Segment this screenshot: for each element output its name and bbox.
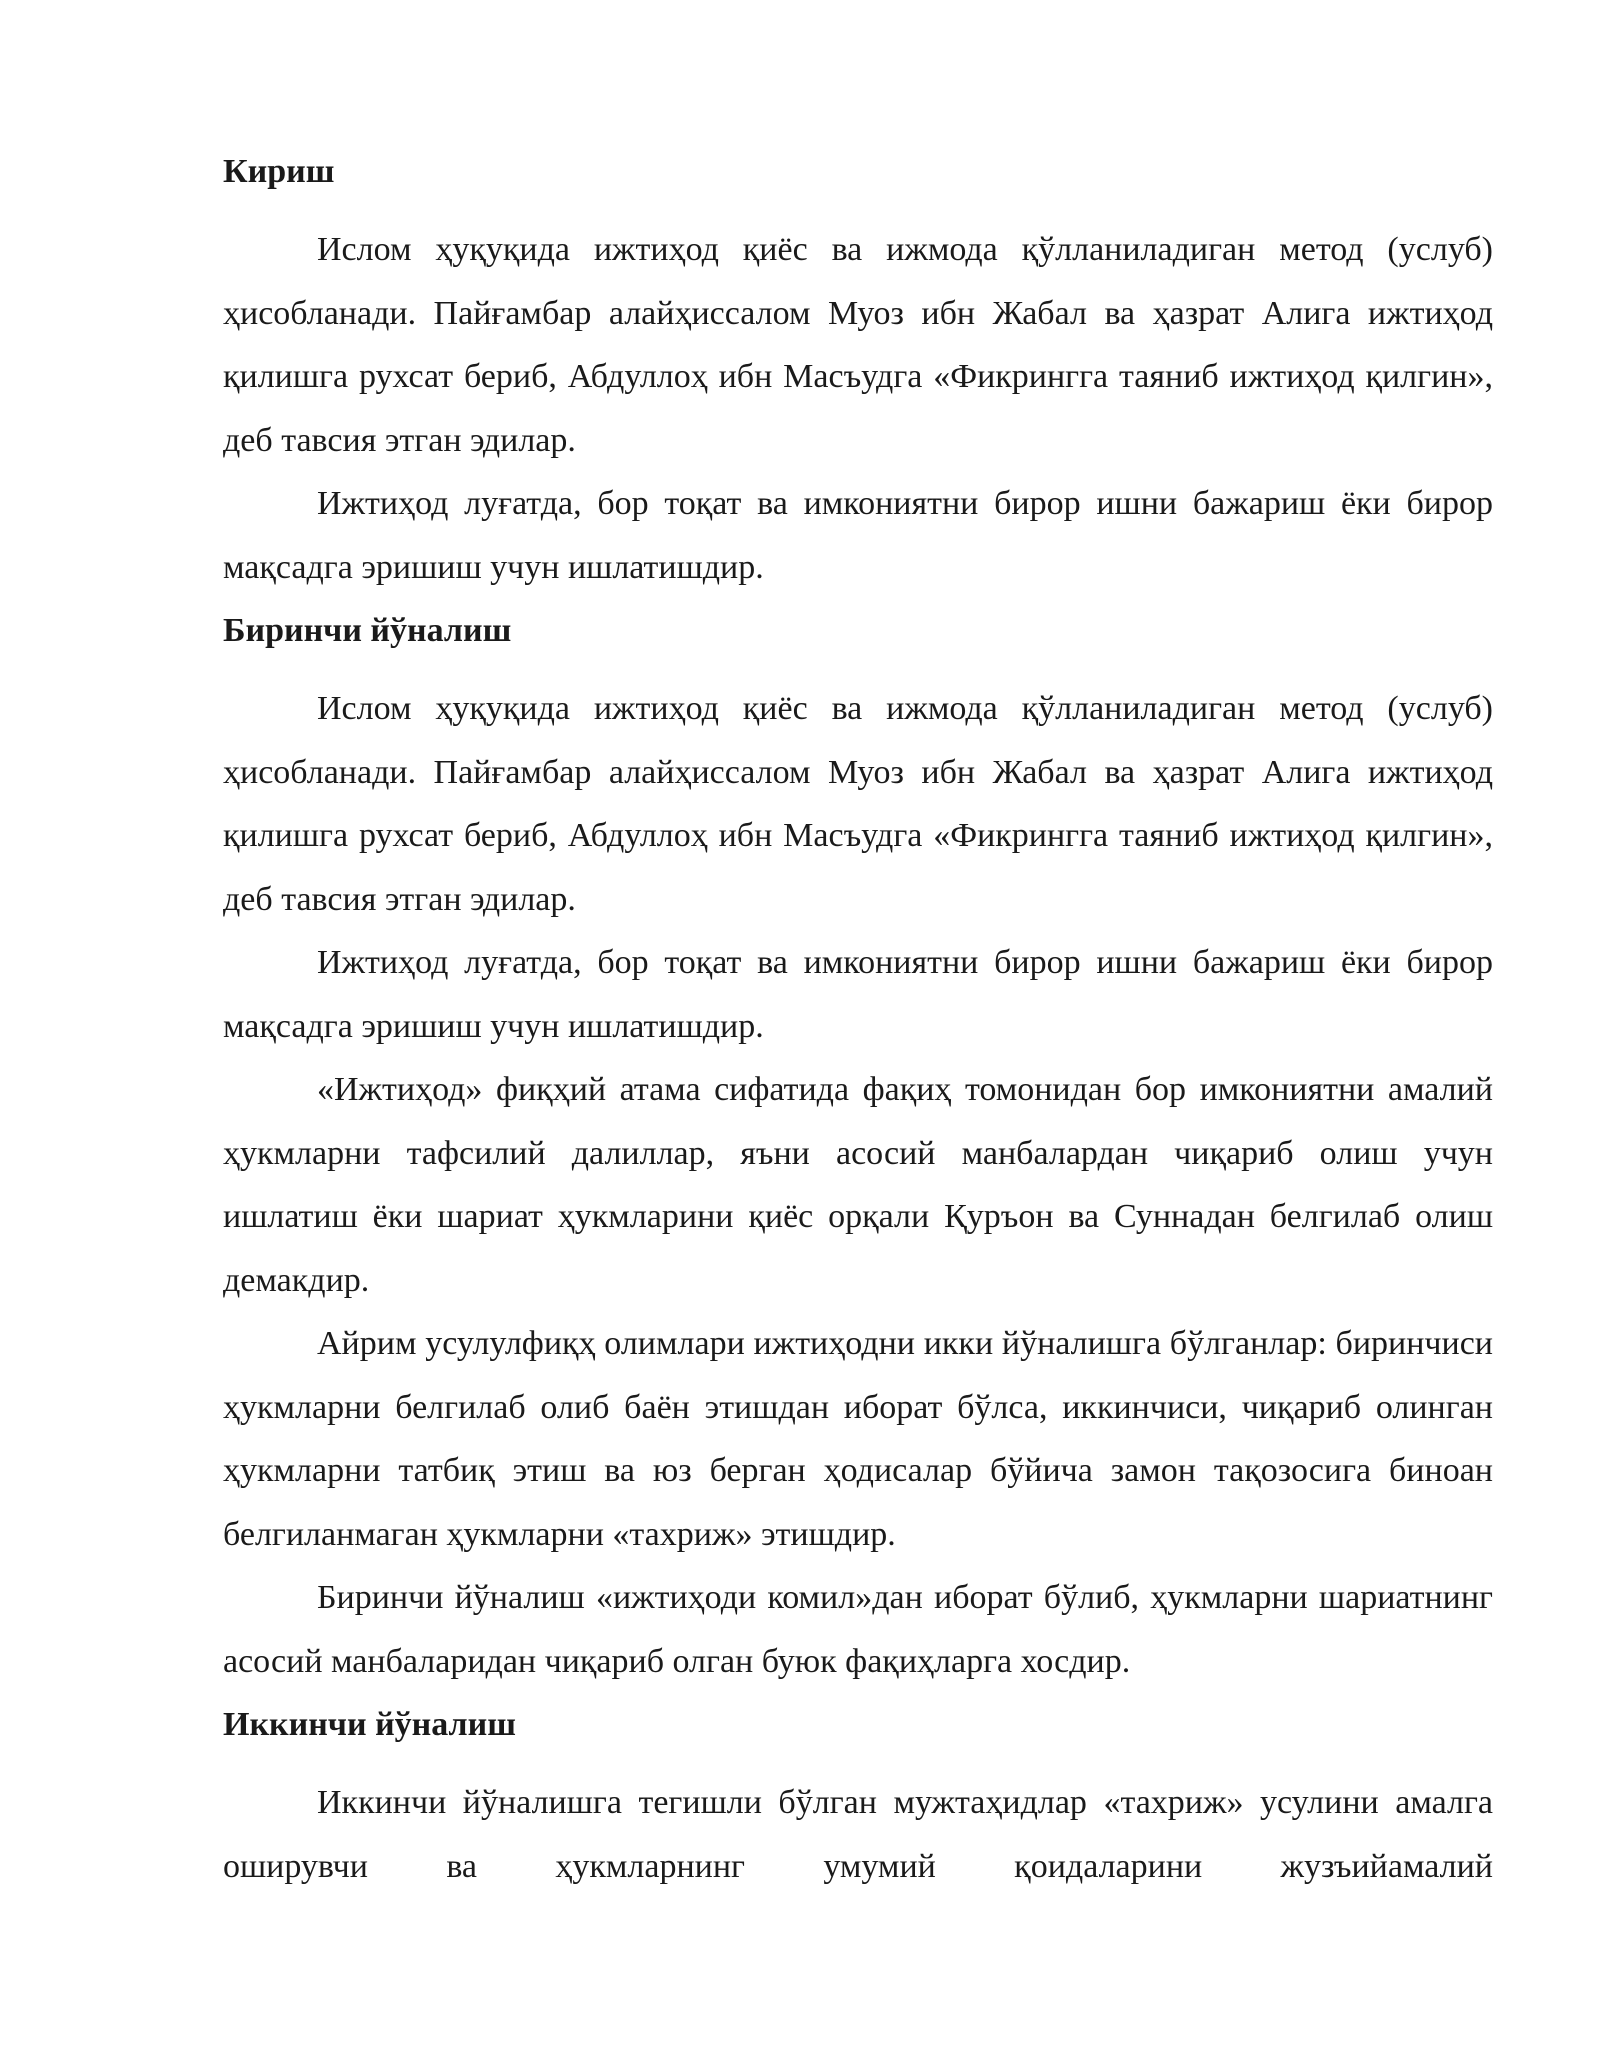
paragraph: Ислом ҳуқуқида ижтиҳод қиёс ва ижмода қўлланиладиган метод (услуб) ҳисобланади. Пайғамбар алайҳиссалом Муоз ибн Жабал ва ҳазрат Алига ижтиҳод қилишга рухсат бериб, Абдуллоҳ ибн Масъудга «Фикрингга таяниб ижтиҳод қилгин», деб тавсия этган эдилар. (223, 231, 1493, 459)
paragraph: Ижтиҳод луғатда, бор тоқат ва имкониятни бирор ишни бажариш ёки бирор мақсадга эришиш учун ишлатишдир. (223, 944, 1493, 1045)
section-heading: Биринчи йўналиш (223, 612, 512, 649)
section-first-direction (223, 599, 1493, 1693)
paragraph: Ижтиҳод луғатда, бор тоқат ва имкониятни бирор ишни бажариш ёки бирор мақсадга эришиш учун ишлатишдир. (223, 485, 1493, 586)
paragraph: Биринчи йўналиш «ижтиҳоди комил»дан иборат бўлиб, ҳукмларни шариатнинг асосий манбаларидан чиқариб олган буюк фақиҳларга хосдир. (223, 1579, 1493, 1680)
paragraph: Ислом ҳуқуқида ижтиҳод қиёс ва ижмода қўлланиладиган метод (услуб) ҳисобланади. Пайғамбар алайҳиссалом Муоз ибн Жабал ва ҳазрат Алига ижтиҳод қилишга рухсат бериб, Абдуллоҳ ибн Масъудга «Фикрингга таяниб ижтиҳод қилгин», деб тавсия этган эдилар. (223, 690, 1493, 918)
document-page (223, 140, 1493, 1898)
section-introduction (223, 140, 1493, 599)
section-second-direction (223, 1693, 1493, 1898)
paragraph: Айрим усулулфиқҳ олимлари ижтиҳодни икки йўналишга бўлганлар: биринчиси ҳукмларни белгилаб олиб баён этишдан иборат бўлса, иккинчиси, чиқариб олинган ҳукмларни татбиқ этиш ва юз берган ҳодисалар бўйича замон тақозосига биноан белгиланмаган ҳукмларни «тахриж» этишдир. (223, 1325, 1493, 1553)
paragraph: «Ижтиҳод» фиқҳий атама сифатида фақиҳ томонидан бор имкониятни амалий ҳукмларни тафсилий далиллар, яъни асосий манбалардан чиқариб олиш учун ишлатиш ёки шариат ҳукмларини қиёс орқали Қуръон ва Суннадан белгилаб олиш демакдир. (223, 1071, 1493, 1299)
section-heading: Кириш (223, 153, 335, 190)
paragraph: Иккинчи йўналишга тегишли бўлган мужтаҳидлар «тахриж» усулини амалга оширувчи ва ҳукмларнинг умумий қоидаларини жузъийамалий (223, 1784, 1493, 1885)
section-heading: Иккинчи йўналиш (223, 1706, 516, 1743)
